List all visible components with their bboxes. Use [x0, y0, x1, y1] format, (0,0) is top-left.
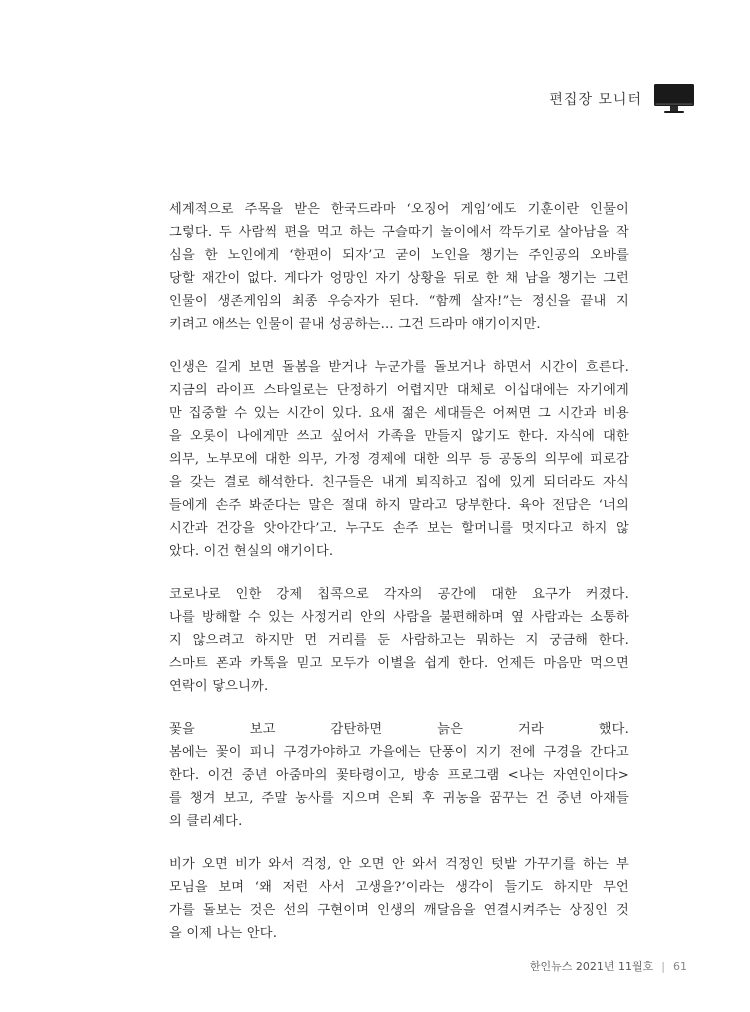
paragraph-line: 당할 재간이 없다. 게다가 엉망인 자기 상황을 뒤로 한 채 남을 챙기는 그런	[169, 271, 629, 286]
article-paragraph	[169, 198, 629, 336]
paragraph-line: 를 챙겨 보고, 주말 농사를 지으며 은퇴 후 귀농을 꿈꾸는 건 중년 아재들	[169, 791, 629, 806]
paragraph-line: 만 집중할 수 있는 시간이 있다. 요새 젊은 세대들은 어쩌면 그 시간과 비용	[169, 406, 629, 421]
paragraph-line: 을 오롯이 나에게만 쓰고 싶어서 가족을 만들지 않기도 한다. 자식에 대한	[169, 429, 629, 444]
paragraph-line: 한다. 이건 중년 아줌마의 꽃타령이고, 방송 프로그램 <나는 자연인이다>	[169, 768, 629, 783]
paragraph-line: 코로나로 인한 강제 칩콕으로 각자의 공간에 대한 요구가 커졌다.	[169, 587, 629, 602]
paragraph-line: 시간과 건강을 앗아간다’고. 누구도 손주 보는 할머니를 멋지다고 하지 않	[169, 521, 629, 536]
paragraph-line: 인생은 길게 보면 돌봄을 받거나 누군가를 돌보거나 하면서 시간이 흐른다.	[169, 360, 629, 375]
paragraph-line: 의 클리셰다.	[169, 814, 243, 829]
publication-name: 한인뉴스 2021년 11월호	[529, 960, 654, 973]
paragraph-line: 꽃을 보고 감탄하면 늙은 거라 했다.	[169, 722, 629, 737]
monitor-icon	[654, 84, 694, 114]
footer-separator: |	[661, 959, 665, 973]
page-number: 61	[673, 959, 687, 973]
paragraph-line: 스마트 폰과 카톡을 믿고 모두가 이별을 쉽게 한다. 언제든 마음만 먹으면	[169, 656, 629, 671]
paragraph-line: 았다. 이건 현실의 얘기이다.	[169, 544, 334, 559]
paragraph-line: 들에게 손주 봐준다는 말은 절대 하지 말라고 당부한다. 육아 전담은 ‘너의	[169, 498, 629, 513]
section-title: 편집장 모니터	[549, 92, 642, 108]
paragraph-line: 그렇다. 두 사람씩 편을 먹고 하는 구슬따기 놀이에서 깍두기로 살아남을 작	[169, 225, 629, 240]
article-body	[169, 198, 629, 965]
article-paragraph	[169, 356, 629, 563]
paragraph-line: 비가 오면 비가 와서 걱정, 안 오면 안 와서 걱정인 텃밭 가꾸기를 하는 부	[169, 857, 629, 872]
paragraph-line: 키려고 애쓰는 인물이 끝내 성공하는... 그건 드라마 얘기이지만.	[169, 317, 541, 332]
article-paragraph	[169, 718, 629, 833]
paragraph-line: 지 않으려고 하지만 먼 거리를 둔 사람하고는 뭐하는 지 궁금해 한다.	[169, 633, 629, 648]
paragraph-line: 연락이 닿으니까.	[169, 679, 269, 694]
page-footer	[530, 958, 687, 974]
article-paragraph	[169, 583, 629, 698]
paragraph-line: 나를 방해할 수 있는 사정거리 안의 사람을 불편해하며 옆 사람과는 소통하	[169, 610, 629, 625]
paragraph-line: 의무, 노부모에 대한 의무, 가정 경제에 대한 의무 등 공동의 의무에 피로감	[169, 452, 629, 467]
paragraph-line: 봄에는 꽃이 피니 구경가야하고 가을에는 단풍이 지기 전에 구경을 간다고	[169, 745, 629, 760]
paragraph-line: 인물이 생존게임의 최종 우승자가 된다. “함께 살자!”는 정신을 끝내 지	[169, 294, 629, 309]
section-header	[549, 84, 694, 114]
paragraph-line: 을 갖는 결로 해석한다. 친구들은 내게 퇴직하고 집에 있게 되더라도 자식	[169, 475, 629, 490]
paragraph-line: 가를 돌보는 것은 선의 구현이며 인생의 깨달음을 연결시켜주는 상징인 것	[169, 903, 629, 918]
paragraph-line: 을 이제 나는 안다.	[169, 926, 278, 941]
paragraph-line: 지금의 라이프 스타일로는 단정하기 어렵지만 대체로 이십대에는 자기에게	[169, 383, 629, 398]
paragraph-line: 세계적으로 주목을 받은 한국드라마 ‘오징어 게임’에도 기훈이란 인물이	[169, 202, 629, 217]
paragraph-line: 모님을 보며 ‘왜 저런 사서 고생을?’이라는 생각이 들기도 하지만 무언	[169, 880, 629, 895]
paragraph-line: 심을 한 노인에게 ‘한편이 되자’고 굳이 노인을 챙기는 주인공의 오바를	[169, 248, 629, 263]
article-paragraph	[169, 853, 629, 945]
